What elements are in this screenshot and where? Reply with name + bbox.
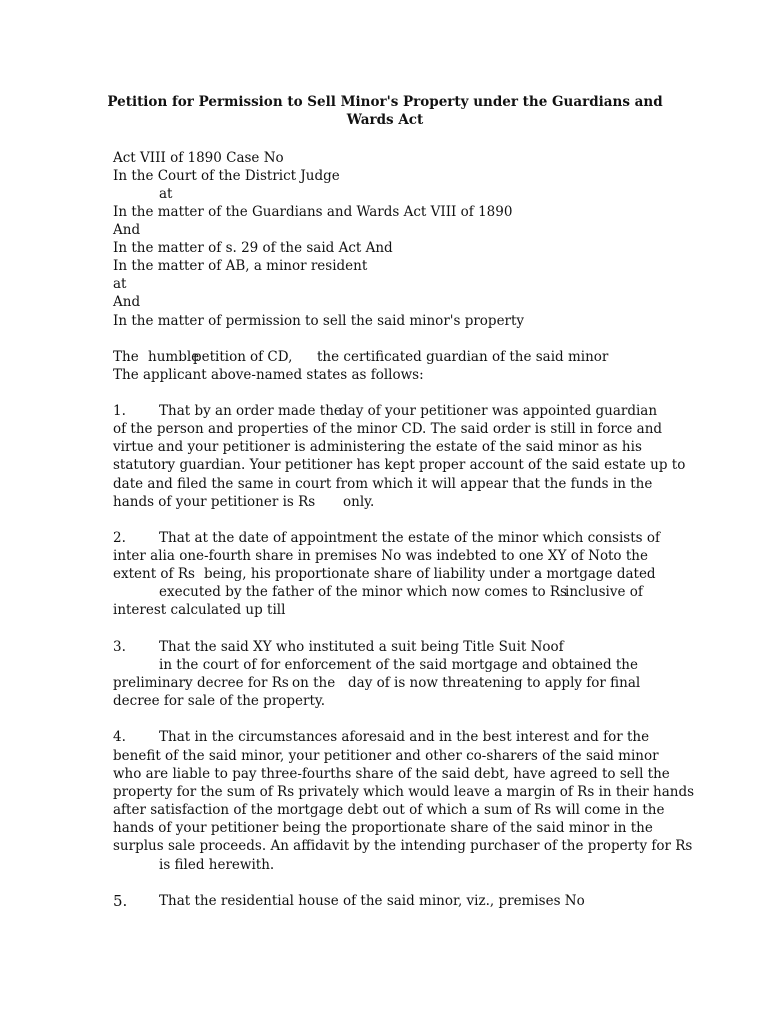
para-4-line-3: who are liable to pay three-fourths share of the said debt, have agreed to sell the	[113, 766, 670, 782]
para-2-line-4: executed by the father of the minor which now comes to Rs inclusive of	[159, 584, 643, 600]
court-line: In the Court of the District Judge	[113, 168, 340, 184]
at-line-2: at	[113, 276, 127, 292]
para-3-number: 3.	[113, 639, 126, 655]
matter-section-line: In the matter of s. 29 of the said Act And	[113, 240, 393, 256]
para-2-line-5: interest calculated up till	[113, 602, 286, 618]
para-3-line-4: decree for sale of the property.	[113, 693, 326, 709]
para-5-number: 5.	[113, 892, 128, 910]
para-1-line-4: statutory guardian. Your petitioner has kept proper account of the said estate up to	[113, 457, 686, 473]
matter-permission-line: In the matter of permission to sell the said minor's property	[113, 313, 525, 329]
intro-states-line: The applicant above-named states as follows:	[113, 367, 424, 383]
para-4-number: 4.	[113, 729, 126, 745]
para-4-line-2: benefit of the said minor, your petitioner and other co-sharers of the said minor	[113, 748, 659, 764]
para-1-line-5: date and filed the same in court from which it will appear that the funds in the	[113, 476, 653, 492]
para-2-number: 2.	[113, 530, 126, 546]
para-1-number: 1.	[113, 403, 126, 419]
para-3-line-1: 3. That the said XY who instituted a suit being Title Suit Noof	[113, 639, 564, 655]
matter-act-line: In the matter of the Guardians and Wards Act VIII of 1890	[113, 204, 513, 220]
para-3-line-3: preliminary decree for Rs on the day of is now threatening to apply for final	[113, 675, 641, 691]
intro-humble-line: The humble petition of CD, the certificated guardian of the said minor	[113, 349, 609, 365]
para-4-line-6: hands of your petitioner being the proportionate share of the said minor in the	[113, 820, 653, 836]
title-line-2: Wards Act	[346, 112, 424, 128]
para-4-line-4: property for the sum of Rs privately which would leave a margin of Rs in their hands	[113, 784, 695, 800]
document-title	[100, 93, 670, 129]
para-4-line-5: after satisfaction of the mortgage debt out of which a sum of Rs will come in the	[113, 802, 665, 818]
para-3-line-2: in the court of for enforcement of the said mortgage and obtained the	[159, 657, 638, 673]
and-line-1: And	[113, 222, 141, 238]
para-1-line-1: 1. That by an order made the day of your petitioner was appointed guardian	[113, 403, 658, 419]
para-1-line-6: hands of your petitioner is Rs only.	[113, 494, 375, 510]
para-1-line-2: of the person and properties of the minor CD. The said order is still in force and	[113, 421, 663, 437]
matter-minor-line: In the matter of AB, a minor resident	[113, 258, 368, 274]
para-1-line-3: virtue and your petitioner is administering the estate of the said minor as his	[113, 439, 642, 455]
and-line-2: And	[113, 294, 141, 310]
para-5-line-1: 5. That the residential house of the said minor, viz., premises No	[113, 892, 585, 910]
para-4-line-1: 4. That in the circumstances aforesaid and in the best interest and for the	[113, 729, 650, 745]
para-4-line-8: is filed herewith.	[159, 857, 275, 873]
para-4-line-7: surplus sale proceeds. An affidavit by the intending purchaser of the property for Rs	[113, 838, 693, 854]
at-line-1: at	[159, 186, 173, 202]
para-2-line-3: extent of Rs being, his proportionate share of liability under a mortgage dated	[113, 566, 656, 582]
para-2-line-2: inter alia one-fourth share in premises No was indebted to one XY of No to the	[113, 548, 648, 564]
para-2-line-1: 2. That at the date of appointment the estate of the minor which consists of	[113, 530, 660, 546]
title-line-1: Petition for Permission to Sell Minor's Property under the Guardians and	[107, 94, 663, 110]
case-line: Act VIII of 1890 Case No	[113, 150, 284, 166]
